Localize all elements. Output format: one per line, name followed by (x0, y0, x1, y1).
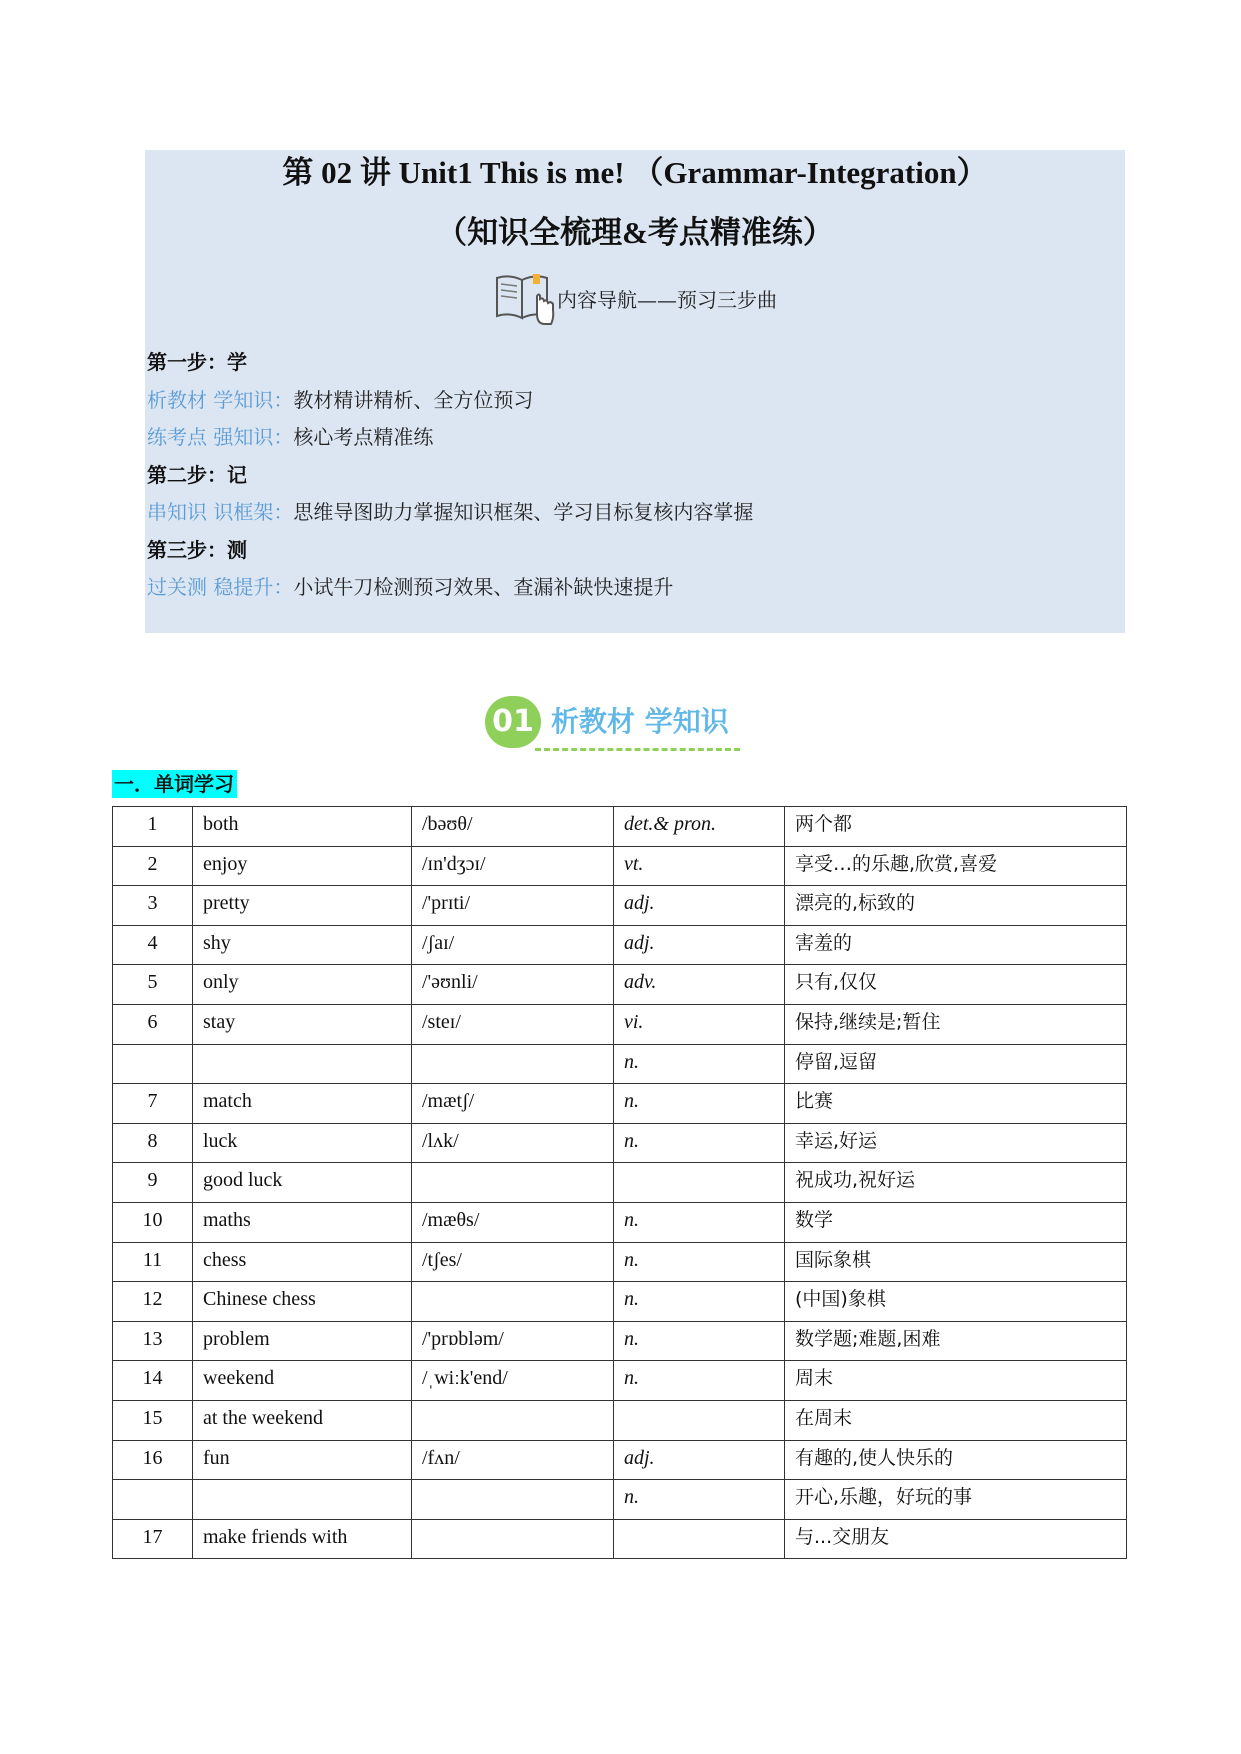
meaning-cell: 保持,继续是;暂住 (785, 1004, 1127, 1044)
meaning-cell: (中国)象棋 (785, 1282, 1127, 1322)
word-cell: both (193, 807, 412, 847)
phonetic-cell (412, 1163, 614, 1203)
table-row (113, 1202, 1127, 1242)
table-row (113, 1361, 1127, 1401)
word-cell: Chinese chess (193, 1282, 412, 1322)
part-of-speech-cell: n. (614, 1202, 785, 1242)
phonetic-cell: /'prɒbləm/ (412, 1321, 614, 1361)
row-number: 16 (113, 1440, 193, 1480)
table-row (113, 1519, 1127, 1559)
book-pointer-icon (493, 268, 555, 328)
meaning-cell: 周末 (785, 1361, 1127, 1401)
phonetic-cell (412, 1044, 614, 1084)
navigation-caption: 内容导航——预习三步曲 (557, 287, 777, 312)
row-number (113, 1044, 193, 1084)
part-of-speech-cell: n. (614, 1123, 785, 1163)
phonetic-cell: /'əʊnli/ (412, 965, 614, 1005)
row-number: 4 (113, 925, 193, 965)
section-number: 01 (485, 696, 541, 748)
row-number: 12 (113, 1282, 193, 1322)
phonetic-cell (412, 1400, 614, 1440)
part-of-speech-cell: adj. (614, 925, 785, 965)
part-of-speech-cell: n. (614, 1242, 785, 1282)
phonetic-cell: /lʌk/ (412, 1123, 614, 1163)
row-number: 6 (113, 1004, 193, 1044)
row-number: 10 (113, 1202, 193, 1242)
meaning-cell: 享受…的乐趣,欣赏,喜爱 (785, 846, 1127, 886)
table-row (113, 965, 1127, 1005)
part-of-speech-cell: vt. (614, 846, 785, 886)
row-number: 17 (113, 1519, 193, 1559)
part-of-speech-cell: det.& pron. (614, 807, 785, 847)
table-row (113, 1400, 1127, 1440)
part-of-speech-cell: adj. (614, 1440, 785, 1480)
row-number: 7 (113, 1084, 193, 1124)
table-row (113, 1242, 1127, 1282)
meaning-cell: 害羞的 (785, 925, 1127, 965)
row-number: 2 (113, 846, 193, 886)
meaning-cell: 与...交朋友 (785, 1519, 1127, 1559)
row-number: 3 (113, 886, 193, 926)
row-number: 8 (113, 1123, 193, 1163)
row-number: 15 (113, 1400, 193, 1440)
word-cell: match (193, 1084, 412, 1124)
study-steps (147, 344, 1107, 607)
part-of-speech-cell (614, 1400, 785, 1440)
section-underline (535, 748, 740, 751)
vocabulary-table (112, 806, 1127, 1559)
phonetic-cell: /bəʊθ/ (412, 807, 614, 847)
section-badge (485, 694, 765, 752)
phonetic-cell (412, 1480, 614, 1520)
step-heading: 第一步：学 (147, 350, 247, 374)
part-of-speech-cell: n. (614, 1084, 785, 1124)
table-row (113, 1440, 1127, 1480)
row-number: 11 (113, 1242, 193, 1282)
meaning-cell: 开心,乐趣，好玩的事 (785, 1480, 1127, 1520)
meaning-cell: 在周末 (785, 1400, 1127, 1440)
word-cell: good luck (193, 1163, 412, 1203)
word-cell: maths (193, 1202, 412, 1242)
part-of-speech-cell: adv. (614, 965, 785, 1005)
phonetic-cell: /ʃaɪ/ (412, 925, 614, 965)
table-row (113, 1282, 1127, 1322)
part-of-speech-cell: n. (614, 1480, 785, 1520)
meaning-cell: 有趣的,使人快乐的 (785, 1440, 1127, 1480)
phonetic-cell: /mætʃ/ (412, 1084, 614, 1124)
meaning-cell: 幸运,好运 (785, 1123, 1127, 1163)
word-cell: only (193, 965, 412, 1005)
meaning-cell: 两个都 (785, 807, 1127, 847)
step-item: 练考点 强知识：核心考点精准练 (147, 425, 434, 449)
document-subtitle: （知识全梳理&考点精准练） (436, 215, 834, 250)
row-number (113, 1480, 193, 1520)
table-row (113, 807, 1127, 847)
part-of-speech-cell: n. (614, 1321, 785, 1361)
phonetic-cell: /ɪn'dʒɔɪ/ (412, 846, 614, 886)
table-row (113, 1123, 1127, 1163)
document-title: 第 02 讲 Unit1 This is me! （Grammar-Integration） (282, 155, 988, 190)
phonetic-cell (412, 1519, 614, 1559)
part-of-speech-cell (614, 1163, 785, 1203)
part-of-speech-cell: adj. (614, 886, 785, 926)
word-cell (193, 1044, 412, 1084)
word-cell: problem (193, 1321, 412, 1361)
word-cell: pretty (193, 886, 412, 926)
meaning-cell: 只有,仅仅 (785, 965, 1127, 1005)
phonetic-cell: /ˌwiːk'end/ (412, 1361, 614, 1401)
table-row (113, 886, 1127, 926)
part-of-speech-cell: n. (614, 1361, 785, 1401)
phonetic-cell: /mæθs/ (412, 1202, 614, 1242)
table-row (113, 846, 1127, 886)
word-cell: at the weekend (193, 1400, 412, 1440)
table-row (113, 1321, 1127, 1361)
step-heading: 第二步：记 (147, 462, 247, 487)
step-item: 过关测 稳提升：小试牛刀检测预习效果、查漏补缺快速提升 (147, 575, 674, 599)
phonetic-cell: /'prɪti/ (412, 886, 614, 926)
part-of-speech-cell (614, 1519, 785, 1559)
step-item: 串知识 识框架：思维导图助力掌握知识框架、学习目标复核内容掌握 (147, 500, 754, 524)
section-title: 析教材 学知识 (551, 705, 729, 738)
content-navigation (145, 268, 1125, 328)
phonetic-cell (412, 1282, 614, 1322)
meaning-cell: 祝成功,祝好运 (785, 1163, 1127, 1203)
word-cell: enjoy (193, 846, 412, 886)
part-of-speech-cell: n. (614, 1044, 785, 1084)
table-row (113, 1084, 1127, 1124)
row-number: 1 (113, 807, 193, 847)
meaning-cell: 比赛 (785, 1084, 1127, 1124)
part-of-speech-cell: vi. (614, 1004, 785, 1044)
table-row (113, 1004, 1127, 1044)
meaning-cell: 数学 (785, 1202, 1127, 1242)
table-row (113, 1163, 1127, 1203)
phonetic-cell: /steɪ/ (412, 1004, 614, 1044)
phonetic-cell: /fʌn/ (412, 1440, 614, 1480)
table-row (113, 1044, 1127, 1084)
row-number: 14 (113, 1361, 193, 1401)
word-cell (193, 1480, 412, 1520)
meaning-cell: 漂亮的,标致的 (785, 886, 1127, 926)
phonetic-cell: /tʃes/ (412, 1242, 614, 1282)
table-row (113, 1480, 1127, 1520)
word-cell: weekend (193, 1361, 412, 1401)
row-number: 13 (113, 1321, 193, 1361)
row-number: 9 (113, 1163, 193, 1203)
row-number: 5 (113, 965, 193, 1005)
word-cell: make friends with (193, 1519, 412, 1559)
meaning-cell: 数学题;难题,困难 (785, 1321, 1127, 1361)
part-of-speech-cell: n. (614, 1282, 785, 1322)
word-cell: stay (193, 1004, 412, 1044)
word-cell: shy (193, 925, 412, 965)
step-item: 析教材 学知识：教材精讲精析、全方位预习 (147, 387, 534, 412)
word-cell: fun (193, 1440, 412, 1480)
subsection-label: 一．单词学习 (112, 770, 237, 798)
step-heading: 第三步：测 (147, 537, 247, 562)
word-cell: luck (193, 1123, 412, 1163)
table-row (113, 925, 1127, 965)
meaning-cell: 停留,逗留 (785, 1044, 1127, 1084)
word-cell: chess (193, 1242, 412, 1282)
meaning-cell: 国际象棋 (785, 1242, 1127, 1282)
